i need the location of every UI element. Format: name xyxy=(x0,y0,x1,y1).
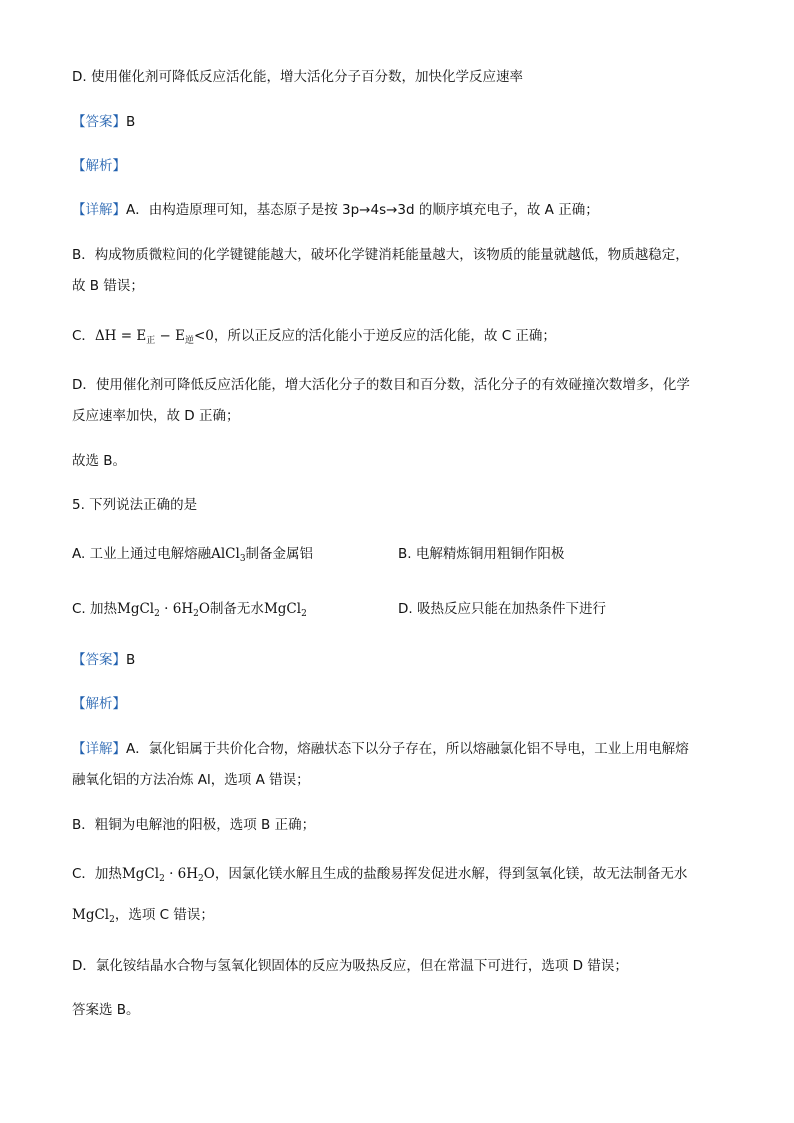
question-5-text: 5. 下列说法正确的是 xyxy=(72,497,198,513)
detail-c-prefix: C． xyxy=(72,328,95,344)
analysis-tag-2: 【解析】 xyxy=(72,696,126,712)
detail2-hydrate-formula xyxy=(122,866,215,882)
h2-subscript: 2 xyxy=(193,609,199,619)
q5-option-c-mid: 制备无水 xyxy=(209,601,264,617)
answer-value: B xyxy=(126,114,136,130)
conclusion-line-2 xyxy=(72,1000,140,1020)
alcl3-formula xyxy=(211,546,245,562)
q5-option-c xyxy=(72,599,307,619)
detail-b-line-2 xyxy=(72,276,144,296)
detail2-c-line-1 xyxy=(72,864,687,884)
answer-tag-2: 【答案】 xyxy=(72,652,126,668)
detail-b-text-1: B．构成物质微粒间的化学键键能越大，破坏化学键消耗能量越大，该物质的能量就越低，物质越稳定， xyxy=(72,247,689,263)
detail2-a-line-1 xyxy=(72,739,689,759)
analysis-line-2 xyxy=(72,694,126,714)
conclusion-text-2: 答案选 B。 xyxy=(72,1002,140,1018)
mgcl2-hydrate-formula xyxy=(117,601,210,617)
detail-b-line-1 xyxy=(72,245,689,265)
formula-lhs: ΔH = E xyxy=(94,328,147,344)
q5-option-b-text: B. 电解精炼铜用粗铜作阳极 xyxy=(398,546,565,562)
option-d-line xyxy=(72,67,523,87)
mgcl2-subscript: 2 xyxy=(154,609,160,619)
detail-b-text-2: 故 B 错误； xyxy=(72,278,144,294)
q5-option-d-text: D. 吸热反应只能在加热条件下进行 xyxy=(398,601,606,617)
detail2-mgcl-text-2: MgCl xyxy=(72,907,110,923)
alcl3-subscript: 3 xyxy=(239,554,246,564)
answer-line-2 xyxy=(72,650,135,670)
answer-value-2: B xyxy=(126,652,136,668)
detail-d-line-2 xyxy=(72,406,239,426)
detail-a-line-1 xyxy=(72,200,599,220)
q5-option-d xyxy=(398,599,606,619)
question-5-stem xyxy=(72,495,197,515)
detail-tag-2: 【详解】 xyxy=(72,741,126,757)
mgcl-text: MgCl xyxy=(117,601,155,617)
oxygen-text: O xyxy=(198,601,210,617)
detail-a-text: A．由构造原理可知，基态原子是按 3p→4s→3d 的顺序填充电子，故 A 正确； xyxy=(126,202,599,218)
alcl-text: AlCl xyxy=(211,546,240,562)
detail2-a-text-2: 融氧化铝的方法冶炼 Al，选项 A 错误； xyxy=(72,772,310,788)
detail2-c-text-2: ，选项 C 错误； xyxy=(114,907,214,923)
detail-d-line-1 xyxy=(72,375,690,395)
detail2-mgcl2-subscript: 2 xyxy=(159,874,165,884)
detail2-hydrate-dot: · 6H xyxy=(164,866,199,882)
formula-minus: − E xyxy=(155,328,185,344)
mgcl-text-2: MgCl xyxy=(263,601,302,617)
subscript-reverse: 逆 xyxy=(184,336,194,346)
detail2-c-text: ，因氯化镁水解且生成的盐酸易挥发促进水解，得到氢氧化镁，故无法制备无水 xyxy=(214,866,688,882)
detail2-a-text-1: A．氯化铝属于共价化合物，熔融状态下以分子存在，所以熔融氯化铝不导电，工业上用电解熔 xyxy=(126,741,689,757)
detail2-c-prefix: C．加热 xyxy=(72,866,122,882)
detail2-a-line-2 xyxy=(72,770,310,790)
detail2-mgcl2-formula xyxy=(72,907,115,923)
detail-d-text-1: D．使用催化剂可降低反应活化能，增大活化分子的数目和百分数，活化分子的有效碰撞次数增多，化学 xyxy=(72,377,690,393)
conclusion-text-1: 故选 B。 xyxy=(72,453,127,469)
detail2-mgcl-text: MgCl xyxy=(121,866,160,882)
q5-option-b xyxy=(398,544,564,564)
answer-tag: 【答案】 xyxy=(72,114,126,130)
detail-d-text-2: 反应速率加快，故 D 正确； xyxy=(72,408,240,424)
detail-c-line-1 xyxy=(72,326,556,346)
detail-tag: 【详解】 xyxy=(72,202,126,218)
q5-option-c-text: C. 加热 xyxy=(72,601,118,617)
answer-line-1 xyxy=(72,112,135,132)
option-d-text: D. 使用催化剂可降低反应活化能，增大活化分子百分数，加快化学反应速率 xyxy=(72,69,523,85)
detail2-h2-subscript: 2 xyxy=(198,874,204,884)
detail2-mgcl2-subscript-2: 2 xyxy=(109,915,115,925)
detail-c-text: ，所以正反应的活化能小于逆反应的活化能，故 C 正确； xyxy=(213,328,556,344)
detail2-c-line-2 xyxy=(72,905,214,925)
formula-rhs: <0 xyxy=(194,328,214,344)
detail2-b-line xyxy=(72,815,315,835)
analysis-line-1 xyxy=(72,156,126,176)
detail2-d-text: D．氯化铵结晶水合物与氢氧化钡固体的反应为吸热反应，但在常温下可进行，选项 D 错误； xyxy=(72,958,628,974)
detail2-oxygen-text: O xyxy=(203,866,215,882)
mgcl2-subscript-2: 2 xyxy=(301,609,307,619)
q5-option-a xyxy=(72,544,313,564)
conclusion-line-1 xyxy=(72,451,126,471)
q5-option-a-text: A. 工业上通过电解熔融 xyxy=(72,546,212,562)
mgcl2-formula xyxy=(264,601,307,617)
detail2-b-text: B．粗铜为电解池的阳极，选项 B 正确； xyxy=(72,817,316,833)
enthalpy-formula xyxy=(95,328,214,344)
q5-option-a-suffix: 制备金属铝 xyxy=(245,546,314,562)
analysis-tag: 【解析】 xyxy=(72,158,126,174)
subscript-forward: 正 xyxy=(146,336,156,346)
hydrate-dot: · 6H xyxy=(159,601,194,617)
detail2-d-line xyxy=(72,956,628,976)
